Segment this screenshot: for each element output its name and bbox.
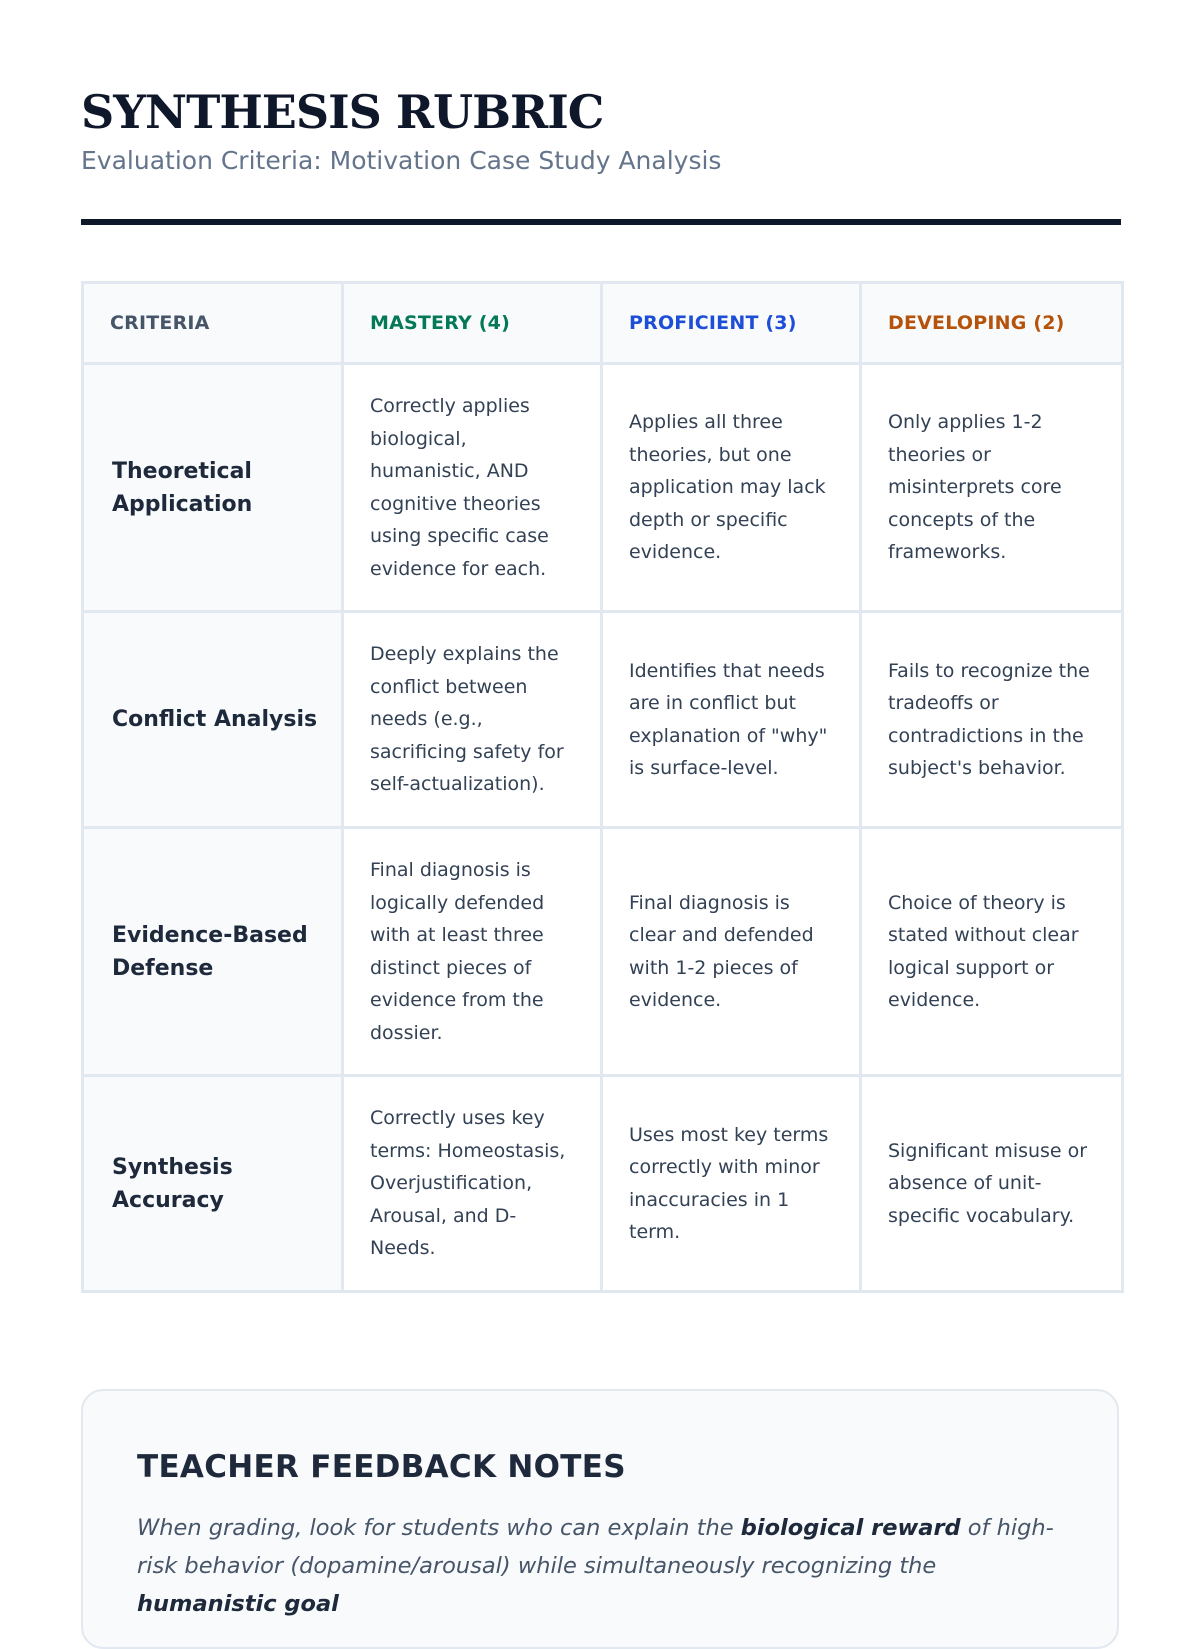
rubric-row-synthesis-accuracy [83, 1076, 1123, 1292]
feedback-emphasis: humanistic goal [137, 1591, 339, 1617]
rubric-table [81, 281, 1124, 1293]
column-header-criteria: CRITERIA [83, 283, 343, 364]
mastery-descriptor: Deeply explains the conflict between needs (e.g., sacrificing safety for self-actualization). [343, 612, 602, 828]
feedback-text-part: of high-risk behavior (dopamine/arousal) while simultaneously recognizing the [137, 1515, 1054, 1579]
criterion-label: Evidence-Based Defense [83, 828, 343, 1076]
feedback-text-part: When grading, look for students who can explain the [137, 1515, 741, 1541]
mastery-descriptor: Correctly uses key terms: Homeostasis, Overjustification, Arousal, and D-Needs. [343, 1076, 602, 1292]
page-subtitle: Evaluation Criteria: Motivation Case Study Analysis [81, 146, 722, 175]
feedback-title: TEACHER FEEDBACK NOTES [137, 1449, 626, 1485]
criterion-label: Conflict Analysis [83, 612, 343, 828]
rubric-row-theoretical-application [83, 364, 1123, 612]
developing-descriptor: Significant misuse or absence of unit-specific vocabulary. [861, 1076, 1123, 1292]
proficient-descriptor: Identifies that needs are in conflict but explanation of "why" is surface-level. [602, 612, 861, 828]
criterion-label: Theoretical Application [83, 364, 343, 612]
rubric-row-evidence-based-defense [83, 828, 1123, 1076]
proficient-descriptor: Applies all three theories, but one application may lack depth or specific evidence. [602, 364, 861, 612]
criterion-label: Synthesis Accuracy [83, 1076, 343, 1292]
feedback-emphasis: biological reward [740, 1515, 961, 1541]
teacher-feedback-panel [81, 1389, 1119, 1649]
page-title: SYNTHESIS RUBRIC [81, 85, 604, 139]
column-header-developing: DEVELOPING (2) [861, 283, 1123, 364]
developing-descriptor: Only applies 1-2 theories or misinterprets core concepts of the frameworks. [861, 364, 1123, 612]
column-header-mastery: MASTERY (4) [343, 283, 602, 364]
developing-descriptor: Fails to recognize the tradeoffs or contradictions in the subject's behavior. [861, 612, 1123, 828]
mastery-descriptor: Correctly applies biological, humanistic, AND cognitive theories using specific case evidence for each. [343, 364, 602, 612]
rubric-header-row [83, 283, 1123, 364]
proficient-descriptor: Final diagnosis is clear and defended with 1-2 pieces of evidence. [602, 828, 861, 1076]
mastery-descriptor: Final diagnosis is logically defended with at least three distinct pieces of evidence from the dossier. [343, 828, 602, 1076]
rubric-row-conflict-analysis [83, 612, 1123, 828]
proficient-descriptor: Uses most key terms correctly with minor inaccuracies in 1 term. [602, 1076, 861, 1292]
header-divider [81, 219, 1121, 225]
column-header-proficient: PROFICIENT (3) [602, 283, 861, 364]
developing-descriptor: Choice of theory is stated without clear logical support or evidence. [861, 828, 1123, 1076]
feedback-text [137, 1509, 1067, 1623]
